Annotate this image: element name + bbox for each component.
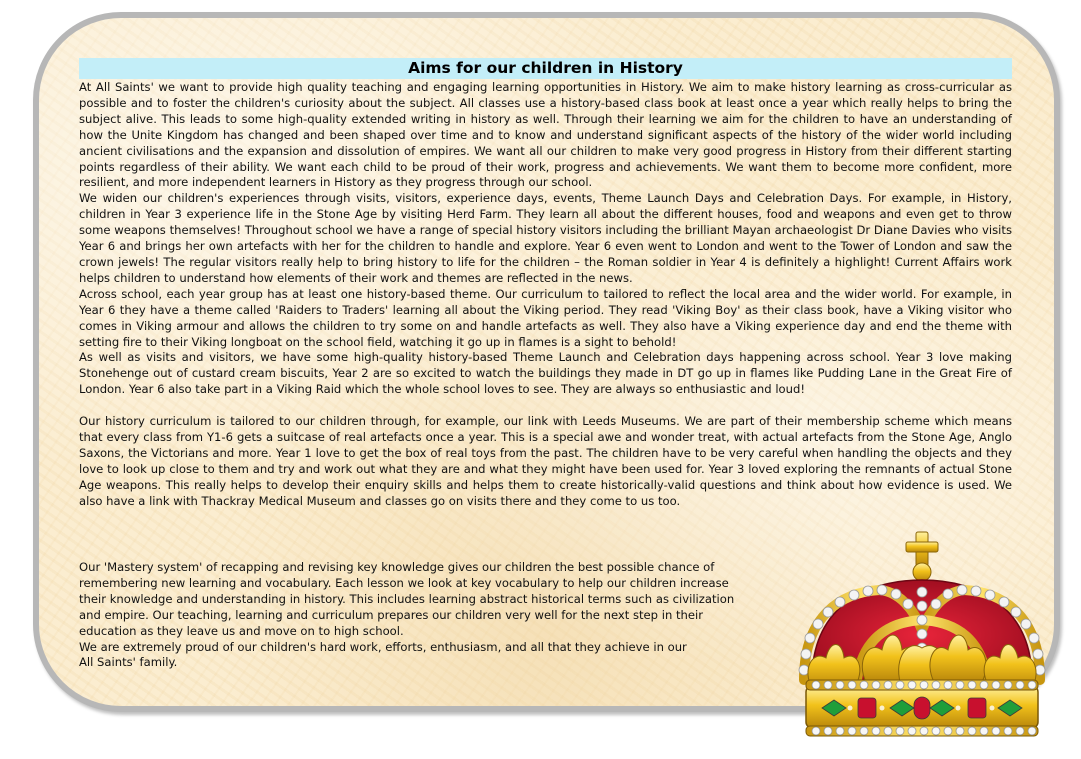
paragraph-museums: Our history curriculum is tailored to our children through, for example, our link with Leeds Museums. We are part of their membership scheme which means that every class from Y1-6 gets a suitcase of real artefacts once a year. This is a special awe and wonder treat, with actual artefacts from the Stone Age, Anglo Saxons, the Victorians and more. Year 1 love to get the box of real toys from the past. The children have to be very careful when handling the objects and they love to look up close to them and try and work out what they are and what they might have been used for. Year 3 loved exploring the remnants of actual Stone Age weapons. This really helps to develop their enquiry skills and helps them to create historically-valid questions and think about how evidence is used. We also have a link with Thackray Medical Museum and classes go on visits there and they come to us too. (79, 414, 1012, 508)
mastery-line: education as they leave us and move on to high school. (79, 623, 404, 638)
mastery-line: We are extremely proud of our children's hard work, efforts, enthusiasm, and all that they achieve in our (79, 639, 687, 654)
mastery-line: Our 'Mastery system' of recapping and revising key knowledge gives our children the best possible chance of (79, 560, 715, 574)
paragraph-themes: Across school, each year group has at least one history-based theme. Our curriculum to tailored to reflect the local area and the wider world. For example, in Year 6 they have a theme called 'Raiders to Traders' learning all about the Viking period. They read 'Viking Boy' as their class book, have a Viking visitor who comes in Viking armour and allows the children to try some on and handle artefacts as well. They also have a Viking experience day and end the theme with setting fire to their Viking longboat on the school field, watching it go up in flames is a sight to behold! (79, 286, 1012, 349)
mastery-line: remembering new learning and vocabulary. Each lesson we look at key vocabulary to help our children increase (79, 575, 729, 590)
mastery-line: and empire. Our teaching, learning and curriculum prepares our children very well for the next step in their (79, 607, 703, 622)
mastery-section (79, 560, 799, 671)
paragraph-visits: We widen our children's experiences through visits, visitors, experience days, events, Theme Launch Days and Celebration Days. For example, in History, children in Year 3 experience life in the Stone Age by visiting Herd Farm. They learn all about the different houses, food and weapons and even get to throw some weapons themselves! Throughout school we have a range of special history visitors including the brilliant Mayan archaeologist Dr Diane Davies who visits Year 6 and brings her own artefacts with her for the children to handle and explore. Year 6 even went to London and went to the Tower of London and saw the crown jewels! The regular visitors really help to bring history to life for the children – the Roman soldier in Year 4 is definitely a highlight! Current Affairs work helps children to understand how elements of their work and themes are reflected in the news. (79, 191, 1012, 285)
crown-cross (906, 532, 938, 581)
mastery-line: All Saints' family. (79, 655, 178, 670)
mastery-line: their knowledge and understanding in history. This includes learning abstract historical terms such as civilization (79, 591, 735, 606)
history-aims-body (79, 80, 1012, 509)
page-title: Aims for our children in History (79, 58, 1012, 79)
crown-icon (782, 530, 1062, 752)
paragraph-celebration-days: As well as visits and visitors, we have some high-quality history-based Theme Launch and Celebration days happening across school. Year 3 love making Stonehenge out of custard cream biscuits, Year 2 are so excited to watch the buildings they made in DT go up in flames like Pudding Lane in the Great Fire of London. Year 6 also take part in a Viking Raid which the whole school loves to see. They are always so enthusiastic and loud! (79, 350, 1012, 397)
paragraph-intro: At All Saints' we want to provide high quality teaching and engaging learning opportunities in History. We aim to make history learning as cross-curricular as possible and to foster the children's curiosity about the subject. All classes use a history-based class book at least once a year which really helps to bring the subject alive. This leads to some high-quality extended writing in history as well. Through their learning we aim for the children to have an understanding of how the Unite Kingdom has changed and been shaped over time and to know and understand significant aspects of the history of the wider world including ancient civilisations and the expansion and dissolution of empires. We want all our children to make very good progress in History from their different starting points regardless of their ability. We want each child to be proud of their work, progress and achievements. We want them to become more confident, more resilient, and more independent learners in History as they progress through our school. (79, 80, 1012, 190)
